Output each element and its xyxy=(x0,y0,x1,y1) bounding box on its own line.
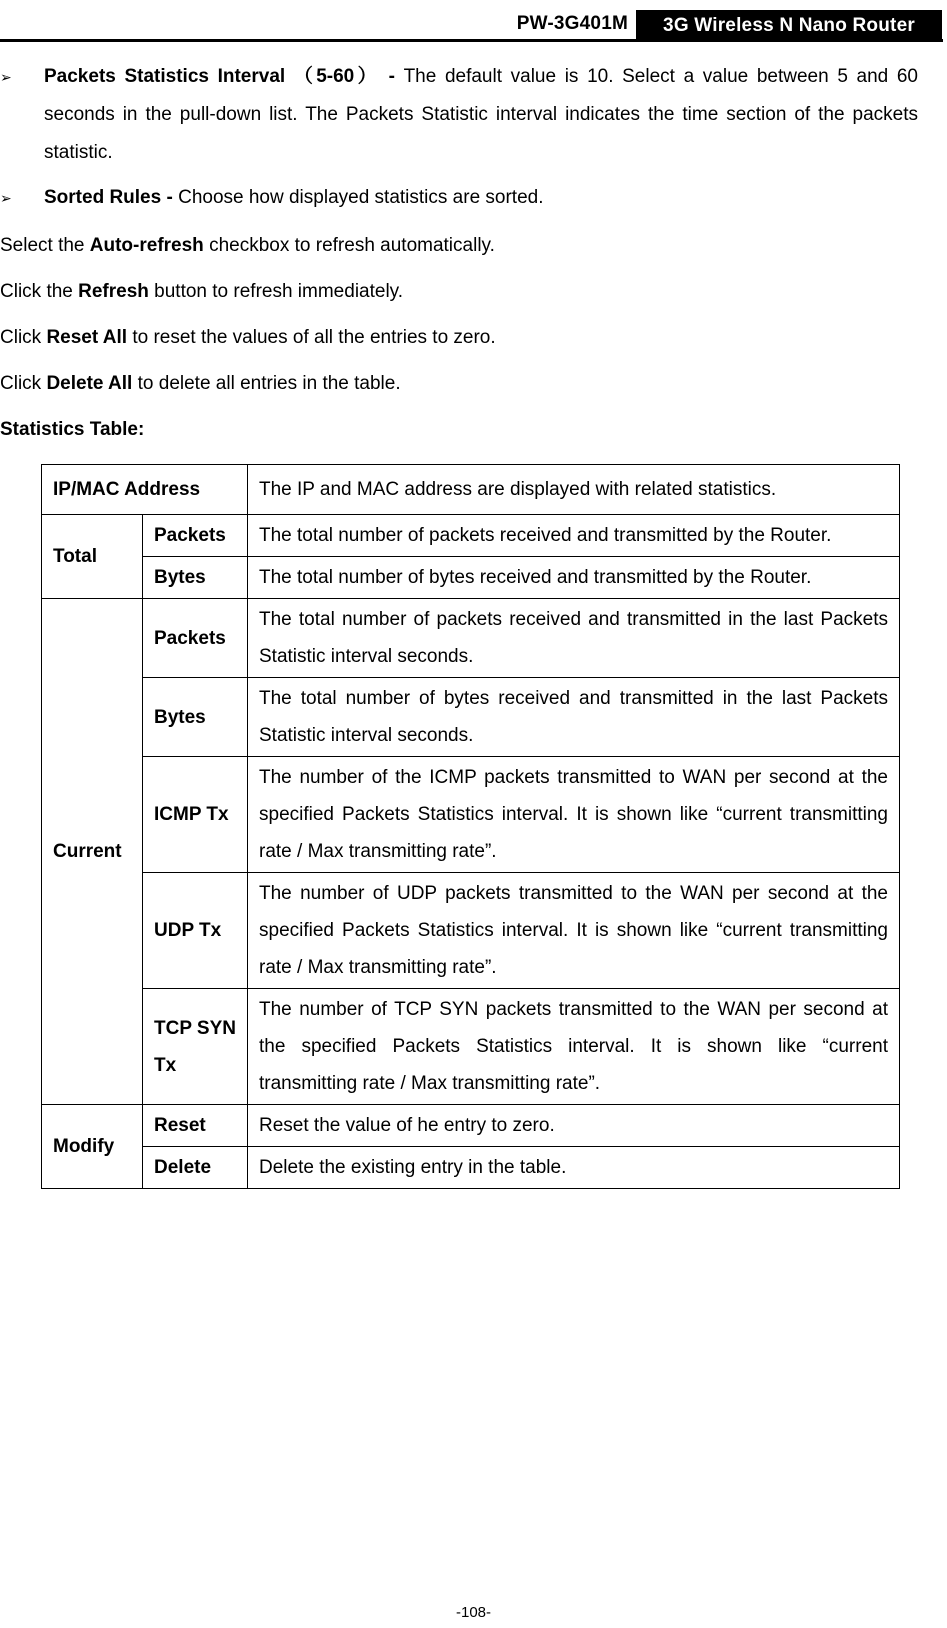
table-heading xyxy=(0,411,918,449)
paragraph-term: Reset All xyxy=(46,327,128,348)
ip-mac-desc: The IP and MAC address are displayed with related statistics. xyxy=(248,465,900,515)
paragraph-text: Click xyxy=(0,373,47,394)
header-rule xyxy=(0,39,943,42)
row-desc: The total number of bytes received and transmitted in the last Packets Statistic interval seconds. xyxy=(248,678,900,757)
bullet-arrow-icon: ➢ xyxy=(0,69,12,85)
table-row xyxy=(42,557,900,599)
table-row xyxy=(42,678,900,757)
row-desc: The number of UDP packets transmitted to the WAN per second at the specified Packets Statistics interval. It is shown like “current transmitting rate / Max transmitting rate”. xyxy=(248,873,900,989)
table-row xyxy=(42,465,900,515)
paragraph-text: Select the xyxy=(0,235,90,256)
paragraph-text: button to refresh immediately. xyxy=(148,281,404,302)
paragraph-term: Auto-refresh xyxy=(89,235,204,256)
row-desc: The total number of bytes received and transmitted by the Router. xyxy=(248,557,900,599)
row-desc: The number of the ICMP packets transmitted to WAN per second at the specified Packets Statistics interval. It is shown like “current transmitting rate / Max transmitting rate”. xyxy=(248,757,900,873)
bullet-text: Choose how displayed statistics are sorted. xyxy=(172,187,544,208)
bullet-term: Packets Statistics Interval （5-60） - xyxy=(44,66,395,87)
table-row xyxy=(42,515,900,557)
table-row xyxy=(42,1147,900,1189)
row-label: Packets xyxy=(143,599,248,678)
table-row xyxy=(42,1105,900,1147)
row-label: Delete xyxy=(143,1147,248,1189)
row-label: Bytes xyxy=(143,557,248,599)
paragraph-term: Delete All xyxy=(46,373,133,394)
document-body xyxy=(0,58,918,449)
row-label: Reset xyxy=(143,1105,248,1147)
row-label: ICMP Tx xyxy=(143,757,248,873)
group-modify-label: Modify xyxy=(42,1105,143,1189)
table-row xyxy=(42,599,900,678)
bullet-packets-statistics-interval xyxy=(0,58,918,172)
row-label: UDP Tx xyxy=(143,873,248,989)
row-label: TCP SYN Tx xyxy=(143,989,248,1105)
paragraph-auto-refresh xyxy=(0,227,918,265)
paragraph-refresh xyxy=(0,273,918,311)
group-current-label: Current xyxy=(42,599,143,1105)
paragraph-text: to delete all entries in the table. xyxy=(132,373,401,394)
row-desc: The number of TCP SYN packets transmitted to the WAN per second at the specified Packets Statistics interval. It is shown like “current transmitting rate / Max transmitting rate”. xyxy=(248,989,900,1105)
product-name-banner: 3G Wireless N Nano Router xyxy=(636,10,942,39)
statistics-table xyxy=(41,464,900,1189)
paragraph-text: Click the xyxy=(0,281,79,302)
bullet-arrow-icon: ➢ xyxy=(0,190,12,206)
paragraph-reset-all xyxy=(0,319,918,357)
model-name: PW-3G401M xyxy=(516,13,628,34)
paragraph-text: to reset the values of all the entries to zero. xyxy=(127,327,496,348)
row-desc: Delete the existing entry in the table. xyxy=(248,1147,900,1189)
row-label: Packets xyxy=(143,515,248,557)
row-label: Bytes xyxy=(143,678,248,757)
row-desc: The total number of packets received and transmitted in the last Packets Statistic interval seconds. xyxy=(248,599,900,678)
paragraph-delete-all xyxy=(0,365,918,403)
group-total-label: Total xyxy=(42,515,143,599)
table-row xyxy=(42,873,900,989)
paragraph-term: Refresh xyxy=(78,281,149,302)
row-desc: Reset the value of he entry to zero. xyxy=(248,1105,900,1147)
paragraph-text: Click xyxy=(0,327,47,348)
table-row xyxy=(42,989,900,1105)
page-number: -108- xyxy=(455,1604,492,1621)
table-row xyxy=(42,757,900,873)
table-heading-text: Statistics Table: xyxy=(0,419,145,440)
page-header xyxy=(0,10,947,40)
bullet-term: Sorted Rules - xyxy=(44,187,173,208)
bullet-sorted-rules xyxy=(0,179,918,217)
paragraph-text: checkbox to refresh automatically. xyxy=(203,235,495,256)
row-desc: The total number of packets received and transmitted by the Router. xyxy=(248,515,900,557)
ip-mac-label: IP/MAC Address xyxy=(42,465,248,515)
bullet-text: The default value is 10. Select a value between 5 and 60 seconds in the pull-down list. The Packets Statistic interval indicates the time section of the packets statistic. xyxy=(44,66,919,163)
